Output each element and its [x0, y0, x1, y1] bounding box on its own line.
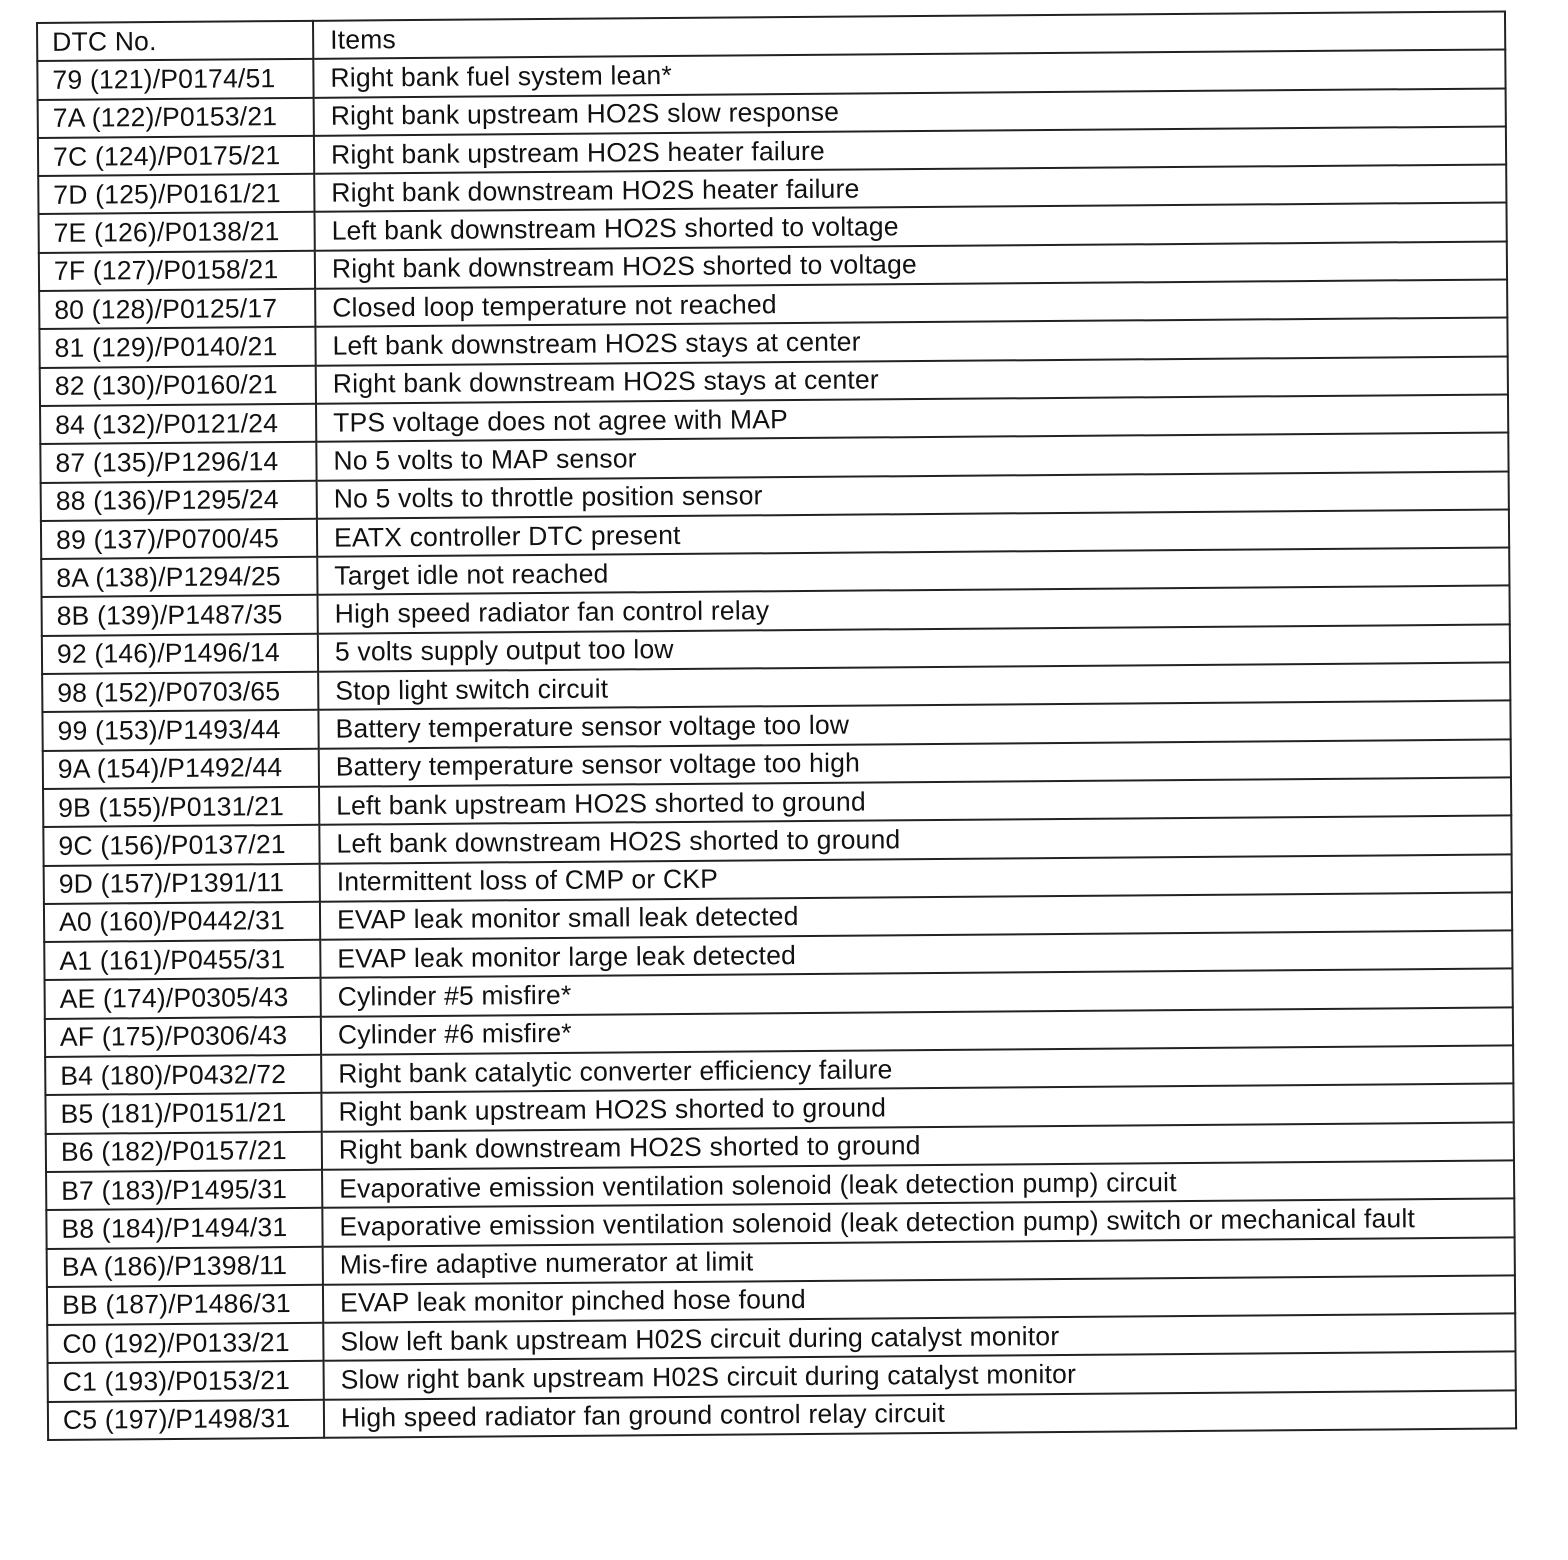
dtc-item-cell: TPS voltage does not agree with MAP [316, 394, 1508, 442]
dtc-item-cell: Closed loop temperature not reached [315, 280, 1507, 328]
dtc-item-cell: Cylinder #5 misfire* [321, 969, 1513, 1017]
dtc-item-cell: Target idle not reached [317, 548, 1509, 596]
dtc-code-cell: A0 (160)/P0442/31 [44, 902, 320, 942]
dtc-item-cell: 5 volts supply output too low [318, 624, 1510, 672]
dtc-item-cell: Right bank downstream HO2S heater failure [314, 165, 1506, 213]
dtc-item-cell: Left bank upstream HO2S shorted to ground [319, 777, 1511, 825]
header-items: Items [313, 11, 1505, 59]
dtc-code-cell: 99 (153)/P1493/44 [42, 710, 318, 750]
dtc-code-cell: 92 (146)/P1496/14 [42, 634, 318, 674]
dtc-code-cell: 7E (126)/P0138/21 [39, 212, 315, 252]
dtc-code-cell: BA (186)/P1398/11 [47, 1246, 323, 1286]
dtc-item-cell: Right bank fuel system lean* [313, 50, 1505, 98]
dtc-item-cell: Right bank upstream HO2S shorted to ground [321, 1084, 1513, 1132]
dtc-code-cell: BB (187)/P1486/31 [47, 1285, 323, 1325]
dtc-item-cell: High speed radiator fan ground control relay circuit [324, 1390, 1516, 1438]
dtc-item-cell: Right bank downstream HO2S shorted to voltage [315, 241, 1507, 289]
dtc-item-cell: Right bank downstream HO2S stays at center [316, 356, 1508, 404]
dtc-code-cell: B4 (180)/P0432/72 [45, 1055, 321, 1095]
dtc-code-cell: 84 (132)/P0121/24 [40, 404, 316, 444]
dtc-item-cell: Stop light switch circuit [318, 662, 1510, 710]
dtc-code-cell: B5 (181)/P0151/21 [45, 1093, 321, 1133]
dtc-code-cell: AF (175)/P0306/43 [45, 1017, 321, 1057]
dtc-item-cell: Evaporative emission ventilation solenoid (leak detection pump) circuit [322, 1160, 1514, 1208]
dtc-code-cell: 7F (127)/P0158/21 [39, 251, 315, 291]
dtc-item-cell: High speed radiator fan control relay [318, 586, 1510, 634]
header-dtc-no: DTC No. [37, 21, 313, 61]
dtc-item-cell: EVAP leak monitor small leak detected [320, 892, 1512, 940]
dtc-code-cell: B6 (182)/P0157/21 [46, 1131, 322, 1171]
dtc-code-cell: AE (174)/P0305/43 [45, 978, 321, 1018]
dtc-item-cell: No 5 volts to MAP sensor [316, 433, 1508, 481]
dtc-code-cell: 8A (138)/P1294/25 [41, 557, 317, 597]
dtc-item-cell: Battery temperature sensor voltage too low [318, 701, 1510, 749]
dtc-code-cell: A1 (161)/P0455/31 [44, 940, 320, 980]
dtc-code-cell: B7 (183)/P1495/31 [46, 1170, 322, 1210]
dtc-code-cell: 9B (155)/P0131/21 [43, 787, 319, 827]
dtc-table-sheet [36, 10, 1515, 1440]
dtc-item-cell: EVAP leak monitor pinched hose found [323, 1275, 1515, 1323]
dtc-code-cell: 98 (152)/P0703/65 [42, 672, 318, 712]
dtc-item-cell: Right bank downstream HO2S shorted to ground [322, 1122, 1514, 1170]
dtc-code-cell: C0 (192)/P0133/21 [47, 1323, 323, 1363]
dtc-item-cell: Slow left bank upstream H02S circuit during catalyst monitor [323, 1314, 1515, 1362]
dtc-code-cell: 7C (124)/P0175/21 [38, 136, 314, 176]
dtc-item-cell: Intermittent loss of CMP or CKP [320, 854, 1512, 902]
dtc-item-cell: Left bank downstream HO2S stays at center [315, 318, 1507, 366]
dtc-code-cell: 7A (122)/P0153/21 [38, 97, 314, 137]
dtc-item-cell: Battery temperature sensor voltage too high [319, 739, 1511, 787]
dtc-code-cell: 9A (154)/P1492/44 [43, 748, 319, 788]
dtc-code-cell: 87 (135)/P1296/14 [40, 442, 316, 482]
dtc-code-cell: B8 (184)/P1494/31 [46, 1208, 322, 1248]
dtc-item-cell: EATX controller DTC present [317, 509, 1509, 557]
dtc-table [36, 10, 1517, 1440]
dtc-code-cell: 9D (157)/P1391/11 [44, 863, 320, 903]
dtc-item-cell: EVAP leak monitor large leak detected [320, 931, 1512, 979]
dtc-item-cell: Right bank catalytic converter efficiency failure [321, 1045, 1513, 1093]
dtc-item-cell: Right bank upstream HO2S heater failure [314, 126, 1506, 174]
dtc-item-cell: Left bank downstream HO2S shorted to ground [319, 816, 1511, 864]
dtc-code-cell: 81 (129)/P0140/21 [39, 327, 315, 367]
dtc-code-cell: 80 (128)/P0125/17 [39, 289, 315, 329]
dtc-code-cell: 79 (121)/P0174/51 [37, 59, 313, 99]
dtc-code-cell: 82 (130)/P0160/21 [40, 365, 316, 405]
dtc-item-cell: No 5 volts to throttle position sensor [317, 471, 1509, 519]
dtc-item-cell: Right bank upstream HO2S slow response [314, 88, 1506, 136]
dtc-item-cell: Cylinder #6 misfire* [321, 1007, 1513, 1055]
table-body [37, 50, 1516, 1440]
dtc-item-cell: Slow right bank upstream H02S circuit during catalyst monitor [324, 1352, 1516, 1400]
dtc-code-cell: 8B (139)/P1487/35 [42, 595, 318, 635]
dtc-code-cell: C5 (197)/P1498/31 [48, 1399, 324, 1439]
dtc-code-cell: 9C (156)/P0137/21 [43, 825, 319, 865]
dtc-item-cell: Mis-fire adaptive numerator at limit [323, 1237, 1515, 1285]
dtc-item-cell: Evaporative emission ventilation solenoid (leak detection pump) switch or mechanical fault [322, 1199, 1514, 1247]
dtc-code-cell: 89 (137)/P0700/45 [41, 519, 317, 559]
dtc-code-cell: 88 (136)/P1295/24 [41, 480, 317, 520]
dtc-code-cell: 7D (125)/P0161/21 [38, 174, 314, 214]
dtc-code-cell: C1 (193)/P0153/21 [48, 1361, 324, 1401]
dtc-item-cell: Left bank downstream HO2S shorted to voltage [315, 203, 1507, 251]
